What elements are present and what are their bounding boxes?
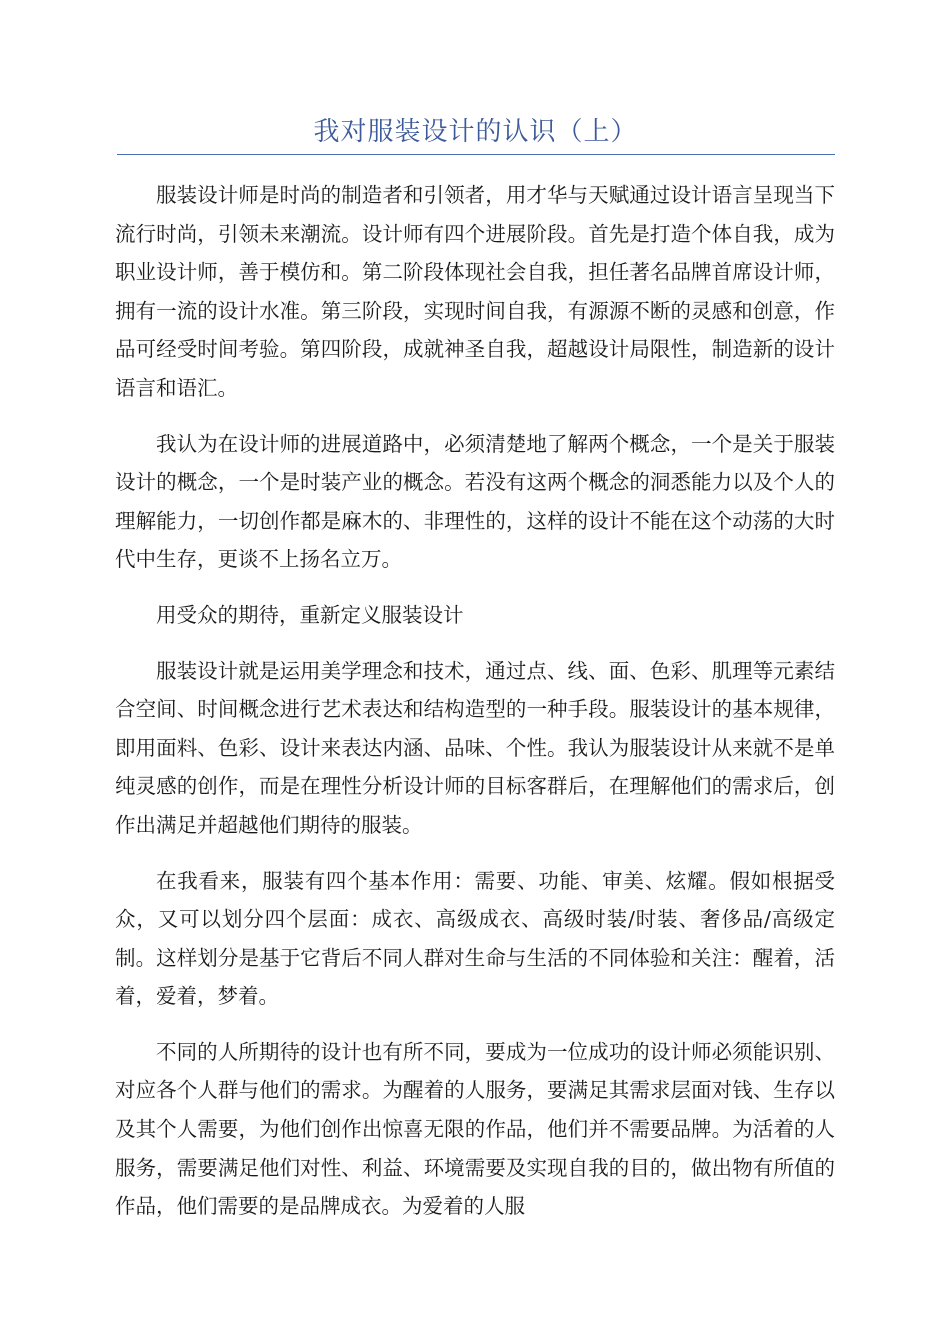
section-heading: 用受众的期待，重新定义服装设计 xyxy=(156,602,464,627)
paragraph-four-functions: 在我看来，服装有四个基本作用：需要、功能、审美、炫耀。假如根据受众，又可以划分四个层面：成衣、高级成衣、高级时装/时装、奢侈品/高级定制。这样划分是基于它背后不同人群对生命与生活的不同体验和关注：醒着，活着，爱着，梦着。 xyxy=(115,868,835,1009)
paragraph-designer-stages: 服装设计师是时尚的制造者和引领者，用才华与天赋通过设计语言呈现当下流行时尚，引领未来潮流。设计师有四个进展阶段。首先是打造个体自我，成为职业设计师，善于模仿和。第二阶段体现社会自我，担任著名品牌首席设计师，拥有一流的设计水准。第三阶段，实现时间自我，有源源不断的灵感和创意，作品可经受时间考验。第四阶段，成就神圣自我，超越设计局限性，制造新的设计语言和语汇。 xyxy=(115,183,835,400)
paragraph-two-concepts: 我认为在设计师的进展道路中，必须清楚地了解两个概念，一个是关于服装设计的概念，一个是时装产业的概念。若没有这两个概念的洞悉能力以及个人的理解能力，一切创作都是麻木的、非理性的，这样的设计不能在这个动荡的大时代中生存，更谈不上扬名立万。 xyxy=(115,431,835,572)
title-underline xyxy=(117,154,835,155)
paragraph-audience-needs: 不同的人所期待的设计也有所不同，要成为一位成功的设计师必须能识别、对应各个人群与他们的需求。为醒着的人服务，要满足其需求层面对钱、生存以及其个人需要，为他们创作出惊喜无限的作品，他们并不需要品牌。为活着的人服务，需要满足他们对性、利益、环境需要及实现自我的目的，做出物有所值的作品，他们需要的是品牌成衣。为爱着的人服 xyxy=(115,1039,835,1219)
document-title: 我对服装设计的认识（上） xyxy=(313,117,638,147)
paragraph-design-definition: 服装设计就是运用美学理念和技术，通过点、线、面、色彩、肌理等元素结合空间、时间概念进行艺术表达和结构造型的一种手段。服装设计的基本规律，即用面料、色彩、设计来表达内涵、品味、个性。我认为服装设计从来就不是单纯灵感的创作，而是在理性分析设计师的目标客群后，在理解他们的需求后，创作出满足并超越他们期待的服装。 xyxy=(115,658,835,837)
document-body xyxy=(115,176,835,1243)
